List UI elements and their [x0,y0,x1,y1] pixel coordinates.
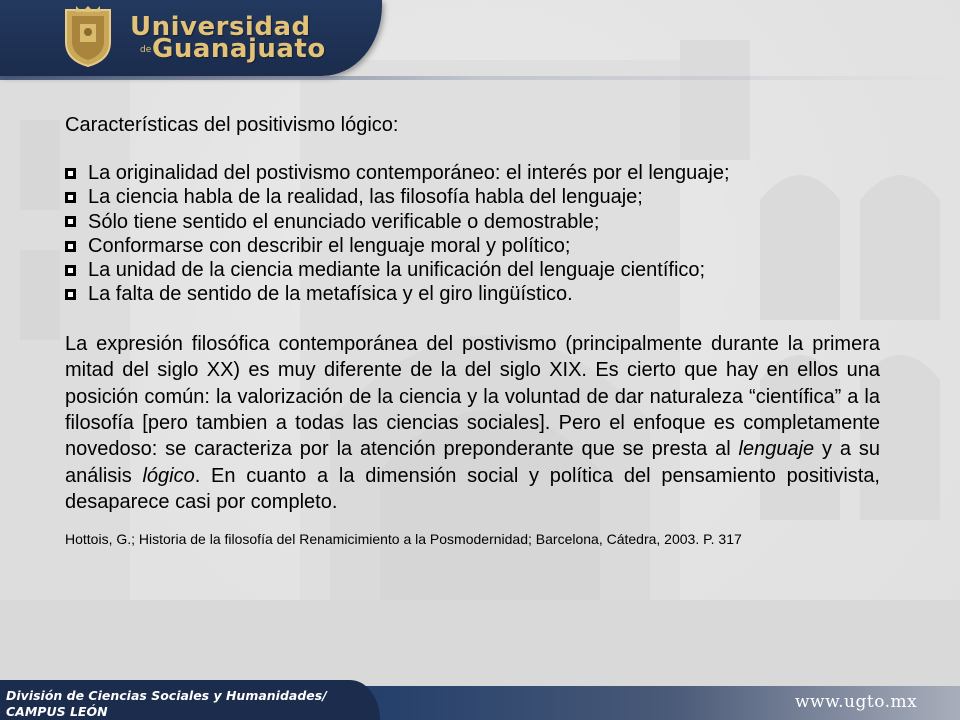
header [0,0,960,98]
university-name-de: de [140,45,152,55]
division-line2: CAMPUS LEÓN [6,704,108,719]
list-item-text: La unidad de la ciencia mediante la unificación del lenguaje científico; [88,259,706,282]
paragraph-text-2: y a su análisis [65,438,880,487]
university-crest-icon [62,6,114,68]
header-divider [0,76,960,80]
list-item-text: La ciencia habla de la realidad, las filosofía habla del lenguaje; [88,186,643,209]
slide-heading: Características del positivismo lógico: [65,114,399,136]
paragraph-text-1: La expresión filosófica contemporánea del postivismo (principalmente durante la primera mitad del siglo XX) es muy diferente de la del siglo XIX. Es cierto que hay en ellos una posición común: la valorización de la ciencia y la voluntad de dar naturaleza “científica” a la filosofía [pero tambien a todas las ciencias sociales]. Pero el enfoque es completamente novedoso: se caracteriza por la atención preponderante que se presta al [65,332,880,461]
square-bullet-icon [65,216,76,227]
list-item-text: La falta de sentido de la metafísica y el giro lingüístico. [88,283,573,306]
square-bullet-icon [65,289,76,300]
characteristics-list [65,161,880,307]
square-bullet-icon [65,168,76,179]
square-bullet-icon [65,265,76,276]
division-label [6,688,327,720]
list-item [65,161,880,185]
university-name-line2: Guanajuato [152,34,326,64]
slide-content [65,113,880,548]
paragraph-text-3: . En cuanto a la dimensión social y política del pensamiento positivista, desaparece casi por completo. [65,464,880,514]
square-bullet-icon [65,192,76,203]
list-item [65,234,880,258]
list-item-text: Conformarse con describir el lenguaje moral y político; [88,234,571,257]
paragraph-emphasis-logico: lógico [142,464,195,487]
square-bullet-icon [65,241,76,252]
list-item [65,258,880,282]
university-name-line1: Universidad [130,12,311,42]
list-item [65,185,880,209]
website-url: www.ugto.mx [795,692,918,712]
body-paragraph [65,331,880,516]
list-item-text: Sólo tiene sentido el enunciado verificable o demostrable; [88,210,600,233]
list-item-text: La originalidad del postivismo contemporáneo: el interés por el lenguaje; [88,162,730,184]
list-item [65,282,880,306]
bibliographic-reference: Hottois, G.; Historia de la filosofía del Renamicimiento a la Posmodernidad; Barcelona, Cátedra, 2003. P. 317 [65,530,742,547]
division-line1: División de Ciencias Sociales y Humanidades/ [6,688,327,703]
paragraph-emphasis-lenguaje: lenguaje [738,438,815,461]
list-item [65,210,880,234]
